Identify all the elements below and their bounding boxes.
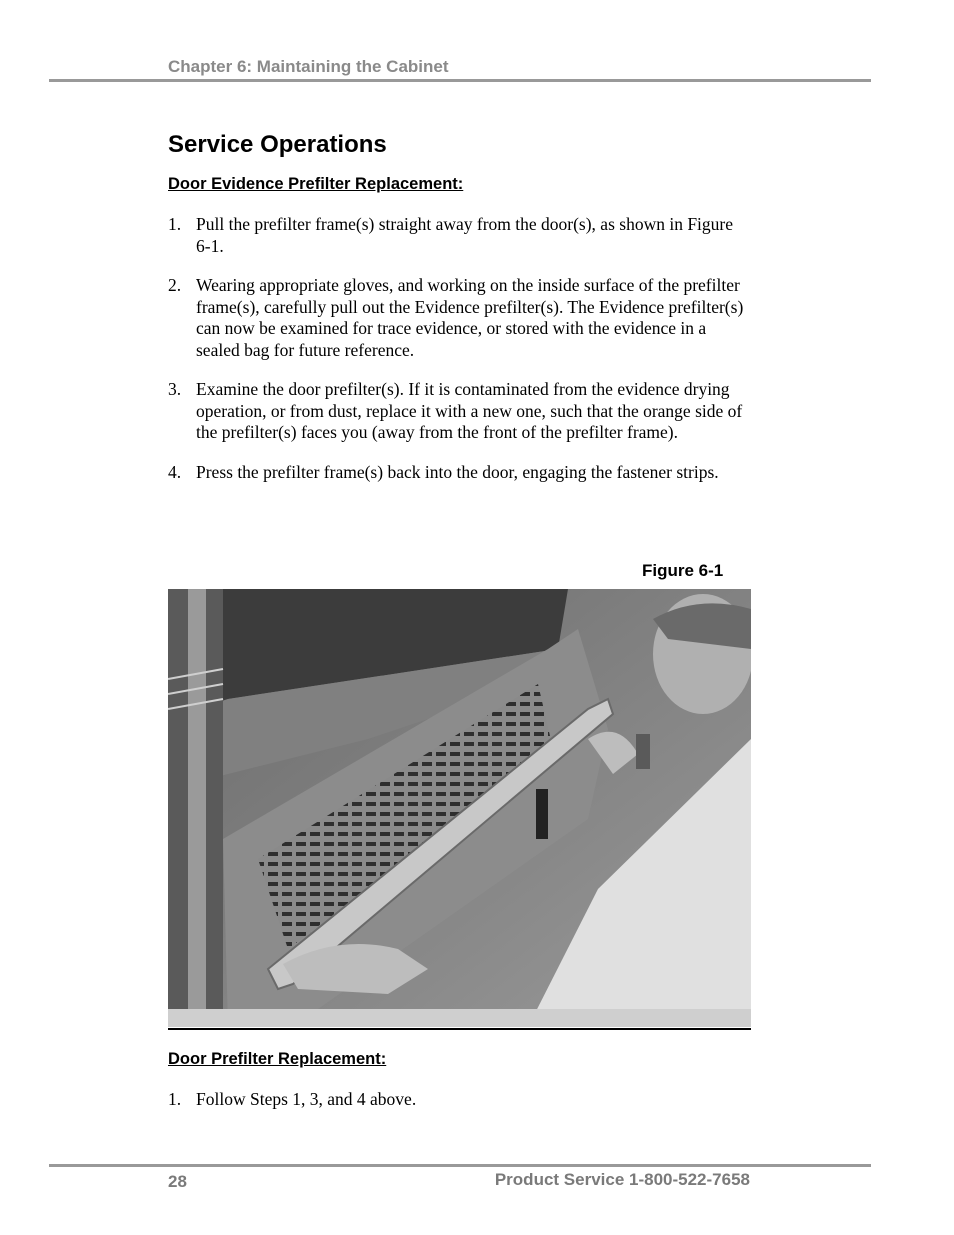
step-text: Examine the door prefilter(s). If it is contaminated from the evidence drying operation, or from dust, replace it with a new one, such that the orange side of the prefilter(s) faces you (away from the front of the prefilter frame).	[196, 379, 743, 442]
step-number: 2.	[168, 275, 182, 295]
step-text: Pull the prefilter frame(s) straight away from the door(s), as shown in Figure 6-1.	[196, 214, 734, 256]
step-number: 1.	[168, 214, 182, 234]
figure-label: Figure 6-1	[642, 561, 724, 580]
section-heading-door-prefilter: Door Prefilter Replacement:	[168, 1050, 387, 1068]
list-item	[168, 1089, 748, 1111]
evidence-prefilter-steps	[168, 214, 748, 501]
step-text: Wearing appropriate gloves, and working on the inside surface of the prefilter frame(s), carefully pull out the Evidence prefilter(s). The Evidence prefilter(s) can now be examined for trace evidence, or stored with the evidence in a sealed bag for future reference.	[196, 275, 744, 360]
section-heading-evidence-prefilter: Door Evidence Prefilter Replacement:	[168, 175, 464, 193]
list-item	[168, 275, 748, 361]
step-text: Follow Steps 1, 3, and 4 above.	[196, 1089, 417, 1109]
step-number: 3.	[168, 379, 182, 399]
step-number: 1.	[168, 1089, 182, 1109]
page-number: 28	[168, 1172, 187, 1191]
door-prefilter-steps	[168, 1089, 748, 1129]
list-item	[168, 462, 748, 484]
figure-photo	[168, 589, 751, 1027]
list-item	[168, 214, 748, 257]
product-service-line: Product Service 1-800-522-7658	[494, 1170, 750, 1189]
figure-rule	[168, 1028, 751, 1030]
chapter-header: Chapter 6: Maintaining the Cabinet	[168, 57, 449, 76]
footer-rule	[49, 1164, 871, 1167]
page-title: Service Operations	[168, 131, 387, 158]
list-item	[168, 379, 748, 444]
header-rule	[49, 79, 871, 82]
step-number: 4.	[168, 461, 182, 482]
step-text: Press the prefilter frame(s) back into the door, engaging the fastener strips.	[196, 461, 719, 482]
